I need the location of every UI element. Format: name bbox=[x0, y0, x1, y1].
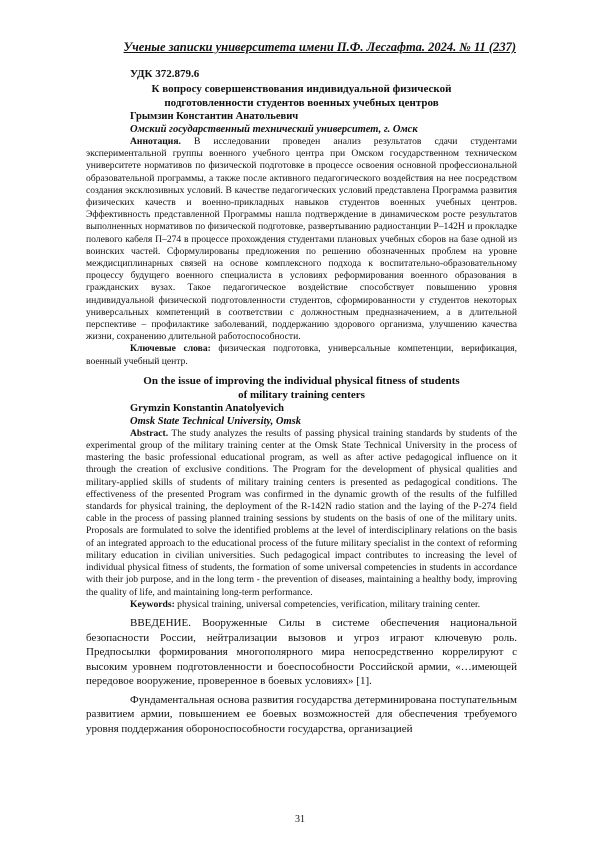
ru-keywords-text: физическая подготовка, универсальные компетенции, верификация, военный учебный центр. bbox=[86, 343, 517, 367]
ru-abstract-label: Аннотация. bbox=[130, 136, 181, 147]
en-title-line2: of military training centers bbox=[238, 388, 365, 401]
en-abstract-text: The study analyzes the results of passing physical training standards by students of the experimental group of the military training center at the Omsk State Technical University in the process of mastering the basic professional educational program, as well as after active pedagogical influence on it through the creation of exclusive conditions. The Program for the development of physical qualities and military-applied skills of students of military training centers is presented as pedagogical conditions. The effectiveness of the presented Program was confirmed in the dynamic growth of the results of the fulfilled standards for physical training, the deployment of the R-142N radio station and the laying of the P-274 field cable in the process of passing planned training sessions by students on the basis of one of the military units. Proposals are formulated to solve the identified problems at the level of interdisciplinary relations on the basis of an integrated approach to the educational process of the future military specialist in the context of reforming military education in civilian universities. Such pedagogical impact contributes to increasing the level of individual physical fitness of students, the formation of some universal competencies in students in accordance with their job purpose, and in the long term - the prevention of diseases, maintaining a healthy body, improving the quality of life, and maintaining long-term performance. bbox=[86, 427, 517, 598]
en-author: Grymzin Konstantin Anatolyevich bbox=[130, 402, 285, 414]
ru-author: Грымзин Константин Анатольевич bbox=[130, 111, 299, 122]
ru-affiliation: Омский государственный технический университет, г. Омск bbox=[130, 124, 418, 135]
udk-code: УДК 372.879.6 bbox=[130, 68, 200, 80]
ru-abstract bbox=[86, 136, 517, 343]
ru-title bbox=[86, 82, 517, 110]
ru-title-line2: подготовленности студентов военных учебных центров bbox=[164, 97, 439, 109]
article-body bbox=[86, 66, 517, 737]
en-keywords-label: Keywords: bbox=[130, 598, 175, 610]
page-number: 31 bbox=[295, 814, 305, 825]
en-title-line1: On the issue of improving the individual physical fitness of students bbox=[143, 374, 460, 387]
intro-paragraph-1: ВВЕДЕНИЕ. Вооруженные Силы в системе обеспечения национальной безопасности России, нейтрализации вызовов и угроз играют ключевую роль. Предпосылки формирования многополярного мира непосредственно коррелируют с высоким уровнем подготовленности и боеспособности Российской армии, «…имеющей передовое вооружение, проверенное в боевых условиях» [1]. bbox=[86, 616, 517, 688]
en-keywords-text: physical training, universal competencies, verification, military training center. bbox=[174, 598, 481, 610]
ru-keywords-label: Ключевые слова: bbox=[130, 343, 211, 355]
journal-header: Ученые записки университета имени П.Ф. Лесгафта. 2024. № 11 (237) bbox=[123, 40, 516, 54]
en-abstract-label: Abstract. bbox=[130, 427, 169, 439]
en-keywords bbox=[86, 599, 517, 611]
en-abstract bbox=[86, 428, 517, 599]
intro-paragraph-2: Фундаментальная основа развития государства детерминирована поступательным развитием армии, повышением ее боевых возможностей для обеспечения требуемого уровня поддержания обороноспособности государства, организацией bbox=[86, 693, 517, 736]
ru-title-line1: К вопросу совершенствования индивидуальной физической bbox=[151, 83, 452, 95]
ru-abstract-text: В исследовании проведен анализ результатов сдачи студентами экспериментальной группы военного учебного центра при Омском государственном техническом университете нормативов по физической подготовке в процессе освоения основной профессиональной образовательной программы, а также после активного педагогического воздействия на нее посредством создания эксклюзивных условий. В качестве педагогических условий представлена Программа развития физических качеств и военно-прикладных навыков студентов военных учебных центров. Эффективность представленной Программы нашла подтверждение в динамическом росте результатов выполненных нормативов по физической подготовке, развертыванию радиостанции Р–142Н и прокладке полевого кабеля П–274 в процессе прохождения студентами плановых учебных сборов на базе одной из воинских частей. Сформулированы предложения по решению обозначенных проблем на уровне междисциплинарных связей на основе комплексного подхода к воспитательно-образовательному процессу будущего военного специалиста в условиях реформирования военного образования в гражданских вузах. Такое педагогическое воздействие способствует повышению уровня индивидуальной физической подготовленности студентов, сформированности у студентов некоторых универсальных компетенций в соответствии с должностным предназначением, а в длительной перспективе – профилактике заболеваний, поддержанию здорового организма, улучшению качества жизни, сохранению длительной работоспособности. bbox=[86, 136, 517, 343]
en-affiliation: Omsk State Technical University, Omsk bbox=[130, 415, 302, 427]
ru-keywords bbox=[86, 343, 517, 367]
en-title bbox=[86, 374, 517, 402]
